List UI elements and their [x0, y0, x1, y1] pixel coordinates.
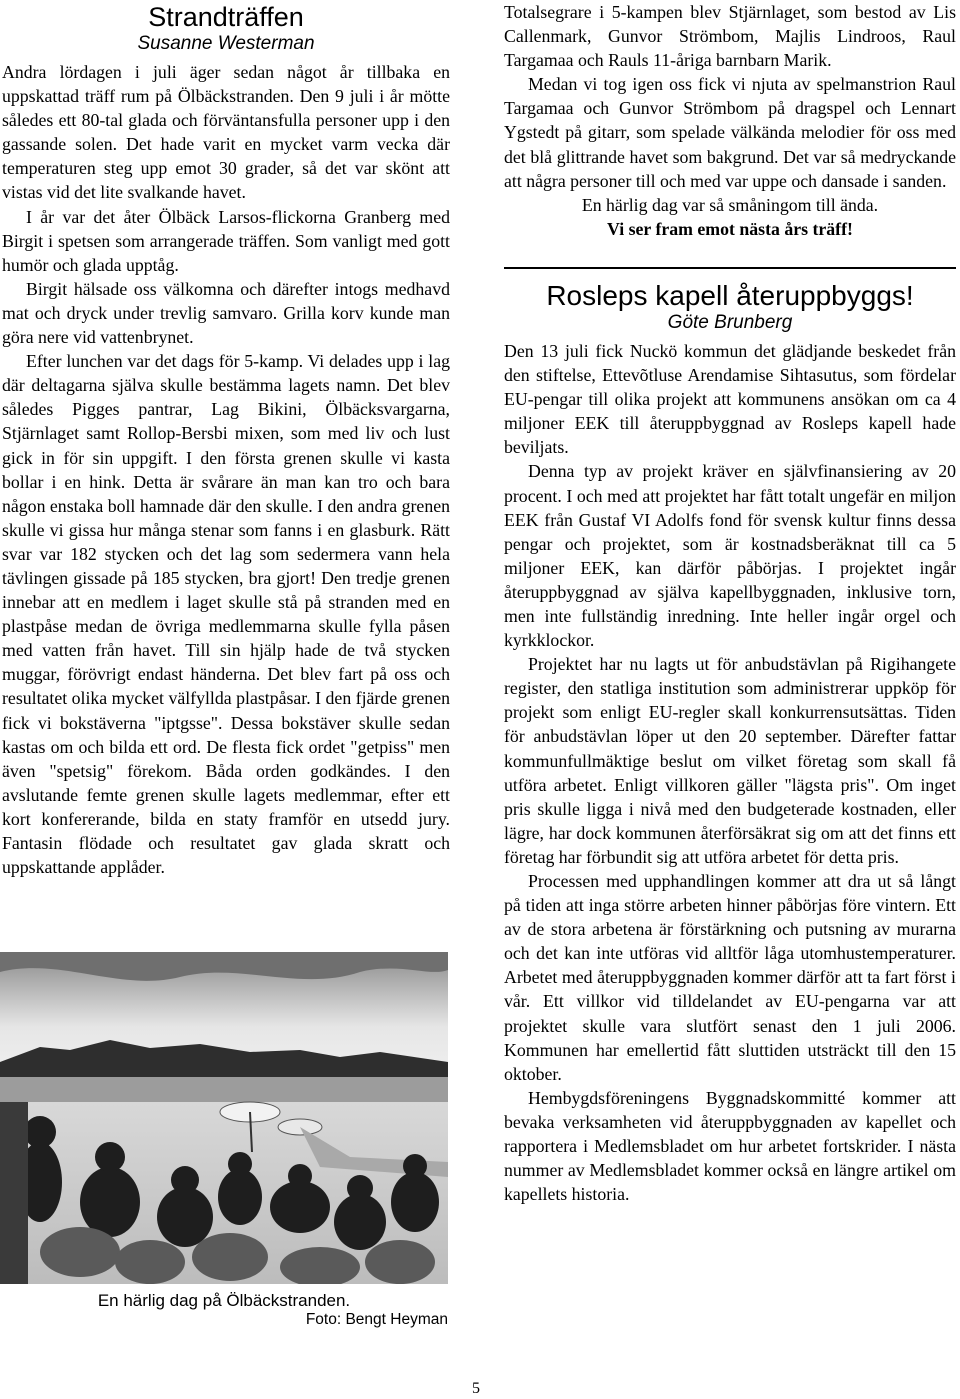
- article-title: Rosleps kapell återuppbyggs!: [546, 279, 914, 311]
- article-paragraph: Projektet har nu lagts ut för anbudstävlan på Rigihangete register, den statliga institution som administrerar uppköp för projekt som enligt EU-regler skall konkurrensutsättas. Tiden för anbudstävlan löper ut den 20 september. Därefter fattar kommunfullmäktige beslut om vilket företag som skall få utföra arbetet. Enligt villkoren gäller "lägsta pris". Om inget pris skulle ligga i nivå med den budgeterade kostnaden, eller lägre, har dock kommunen återförsäkrat sig om att det finns ett företag har förbundit sig att utföra arbetet för detta pris.: [504, 654, 956, 867]
- left-column: [2, 0, 450, 879]
- photo-caption: En härlig dag på Ölbäckstranden.: [97, 1291, 351, 1310]
- right-column: [504, 0, 956, 1206]
- beach-photo-image: [0, 952, 448, 1284]
- article-paragraph: En härlig dag var så småningom till ända.: [581, 194, 879, 215]
- article-author: Göte Brunberg: [667, 311, 793, 333]
- section-divider: [504, 267, 956, 269]
- article-paragraph: Birgit hälsade oss välkomna och därefter intogs medhavd mat och dryck under trevlig samvaro. Grilla korv kunde man göra nere vid vattenbrynet.: [2, 278, 450, 348]
- article-paragraph: I år var det åter Ölbäck Larsos-flickorna Granberg med Birgit i spetsen som arrangerade träffen. Som vanligt med gott humör och glada upptåg.: [2, 206, 450, 275]
- beach-photo: [0, 952, 448, 1284]
- article-paragraph: Processen med upphandlingen kommer att dra ut så långt på tiden att inga större arbeten hinner påbörjas före vintern. Ett av de stora arbetena är förstärkning och putsning av murarna och det kan inte utföras vid alltför låga utomhustemperaturer. Arbetet med återuppbyggnaden kommer därför att ta fart först i vår. Ett villkor vid tilldelandet av EU-pengarna var att projektet skulle vara slutfört senast den 1 juli 2006. Kommunen har emellertid fått sluttiden utsträckt till den 15 oktober.: [504, 871, 956, 1084]
- photo-credit: Foto: Bengt Heyman: [305, 1311, 448, 1328]
- article-title: Strandträffen: [148, 2, 304, 32]
- closing-line: Vi ser fram emot nästa års träff!: [607, 218, 853, 239]
- page-number: 5: [472, 1380, 480, 1397]
- article-paragraph: Efter lunchen var det dags för 5-kamp. Vi delades upp i lag där deltagarna själva skulle bestämma lagets namn. Det blev således Pigges pantrar, Lag Bikini, Ölbäcksvargarna, Stjärnlaget samt Rollop-Bersbi mixen, som med liv och lust gick in för sin uppgift. I den första grenen skulle vi kasta bollar i en hink. Detta är svårare än man kan tro och bara någon enstaka boll hamnade där den skulle. I den andra grenen skulle vi gissa hur många stenar som fanns i en glasburk. Rätt svar var 182 stycken och det lag som sedermera vann hela tävlingen gissade på 185 stycken, bra gjort! Den tredje grenen innebar att en medlem i laget skulle stå på stranden med en plastpåse medan de övriga medlemmarna skulle fylla påsen med vatten från havet. Till sin hjälp hade de två stycken muggar, förövrigt endast händerna. Det blev fart på oss och resultatet olika mycket välfyllda plastpåsar. I den fjärde grenen fick vi bokstäverna "iptgsse". Dessa bokstäver skulle sedan kastas om och bilda ett ord. De flesta fick ordet "getpiss" men även "spetsig" förekom. Båda orden godkändes. I den avslutande femte grenen skulle lagets medlemmar, efter ett kort konfererande, bilda en staty framför en utsedd jury. Fantasin flödade och resultatet gav glada skratt och uppskattande applåder.: [2, 351, 450, 878]
- article-paragraph: Denna typ av projekt kräver en självfinansiering av 20 procent. I och med att projektet har fått totalt ungefär en miljon EEK från Gustaf VI Adolfs fond för svensk kultur finns dessa pengar och projektet, som är kostnadsberäknat till ca 5 miljoner EEK, kan därför påbörjas. I projektet ingår återuppbyggnad av själva kapellbyggnaden, inklusive torn, men inte fullständig inredning. Inte heller ingår orgel och kyrkklockor.: [504, 461, 956, 651]
- article-paragraph: Hembygdsföreningens Byggnadskommitté kommer att bevaka verksamheten vid återuppbyggnaden av kapellet och rapportera i Medlemsbladet om hur arbetet fortskrider. I nästa nummer av Medlemsbladet kommer också en längre artikel om kapellets historia.: [504, 1087, 956, 1205]
- article-author: Susanne Westerman: [137, 33, 315, 54]
- article-paragraph: Medan vi tog igen oss fick vi njuta av spelmanstrion Raul Targamaa och Gunvor Strömbom på dragspel och Lennart Ygstedt på gitarr, som spelade välkända melodier för oss med det blå glittrande havet som bakgrund. Det var så medryckande att några personer till och med var uppe och dansade i sanden.: [504, 74, 956, 191]
- article-paragraph: Totalsegrare i 5-kampen blev Stjärnlaget, som bestod av Lis Callenmark, Gunvor Strömbom, Majlis Lindroos, Raul Targamaa och Rauls 11-åriga barnbarn Marik.: [504, 2, 956, 71]
- article-paragraph: Den 13 juli fick Nuckö kommun det glädjande beskedet från den stiftelse, Ettevõtluse Arendamise Sihtasutus, som fördelar EU-pengar till olika projekt att kommunens ansökan om ca 4 miljoner EEK till återuppbyggnad av Rosleps kapell hade beviljats.: [504, 340, 956, 458]
- article-paragraph: Andra lördagen i juli äger sedan något år tillbaka en uppskattad träff rum på Ölbäckstranden. Den 9 juli i år mötte således ett 80-tal glada och förväntansfulla personer upp i den gassande solen. Det hade varit en mycket varm vecka där temperaturen steg upp emot 30 grader, så det var skönt att vistas vid det lite svalkande havet.: [2, 62, 450, 203]
